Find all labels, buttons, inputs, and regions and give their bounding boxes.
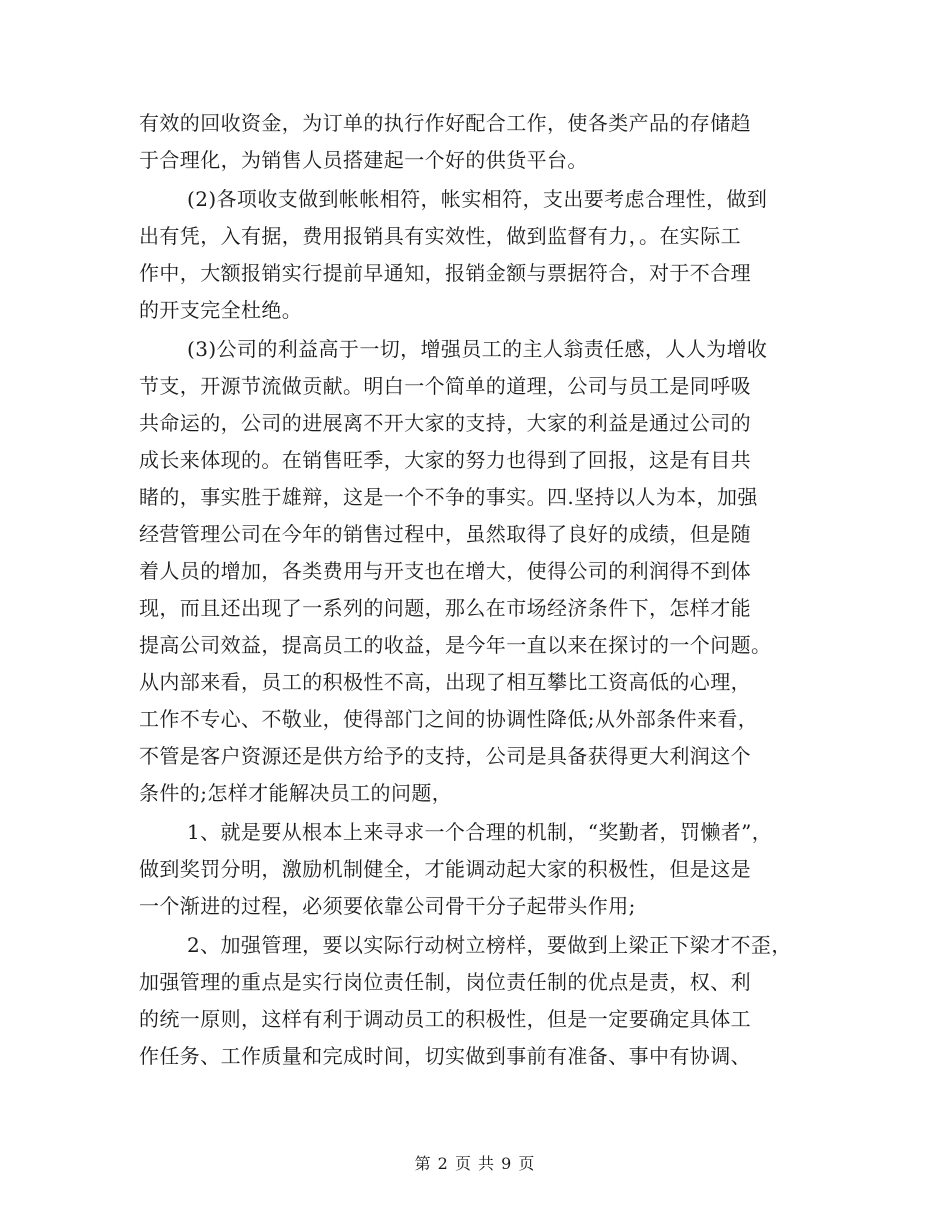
paragraph-start-line: (3)公司的利益高于一切，增强员工的主人翁责任感，人人为增收 — [187, 337, 768, 361]
paragraph-start-line: 2、加强管理，要以实际行动树立榜样，要做到上梁正下梁才不歪， — [187, 933, 792, 957]
text-line: 的统一原则，这样有利于调动员工的积极性，但是一定要确定具体工 — [139, 1007, 751, 1031]
text-line: 经营管理公司在今年的销售过程中，虽然取得了良好的成绩，但是随 — [139, 522, 751, 546]
text-line: 睹的，事实胜于雄辩，这是一个不争的事实。四.坚持以人为本，加强 — [139, 485, 758, 509]
text-line: 的开支完全杜绝。 — [139, 298, 303, 322]
text-line: 工作不专心、不敬业，使得部门之间的协调性降低;从外部条件来看， — [139, 707, 759, 731]
text-line: 条件的;怎样才能解决员工的问题， — [139, 781, 453, 805]
text-line: 共命运的，公司的进展离不开大家的支持，大家的利益是通过公司的 — [139, 411, 751, 435]
paragraph-start-line: (2)各项收支做到帐帐相符，帐实相符，支出要考虑合理性，做到 — [187, 187, 768, 211]
text-line: 于合理化，为销售人员搭建起一个好的供货平台。 — [139, 148, 588, 172]
text-line: 成长来体现的。在销售旺季，大家的努力也得到了回报，这是有目共 — [139, 448, 751, 472]
text-line: 作中，大额报销实行提前早通知，报销金额与票据符合，对于不合理 — [139, 261, 751, 285]
text-line: 提高公司效益，提高员工的收益，是今年一直以来在探讨的一个问题。 — [139, 633, 772, 657]
text-line: 加强管理的重点是实行岗位责任制，岗位责任制的优点是责，权、利 — [139, 970, 751, 994]
page-number-footer: 第 2 页 共 9 页 — [414, 1154, 536, 1173]
text-line: 现，而且还出现了一系列的问题，那么在市场经济条件下，怎样才能 — [139, 596, 751, 620]
text-line: 节支，开源节流做贡献。明白一个简单的道理，公司与员工是同呼吸 — [139, 374, 751, 398]
text-line: 着人员的增加，各类费用与开支也在增大，使得公司的利润得不到体 — [139, 559, 751, 583]
text-line: 不管是客户资源还是供方给予的支持，公司是具备获得更大利润这个 — [139, 744, 751, 768]
text-line: 有效的回收资金，为订单的执行作好配合工作，使各类产品的存储趋 — [139, 111, 751, 135]
text-line: 从内部来看，员工的积极性不高，出现了相互攀比工资高低的心理， — [139, 670, 751, 694]
paragraph-start-line: 1、就是要从根本上来寻求一个合理的机制，“奖勤者，罚懒者”， — [187, 820, 773, 844]
text-line: 一个渐进的过程，必须要依靠公司骨干分子起带头作用; — [139, 894, 636, 918]
text-line: 作任务、工作质量和完成时间，切实做到事前有准备、事中有协调、 — [139, 1044, 751, 1068]
text-line: 做到奖罚分明，激励机制健全，才能调动起大家的积极性，但是这是 — [139, 857, 751, 881]
text-line: 出有凭，入有据，费用报销具有实效性，做到监督有力，。在实际工 — [139, 224, 741, 248]
